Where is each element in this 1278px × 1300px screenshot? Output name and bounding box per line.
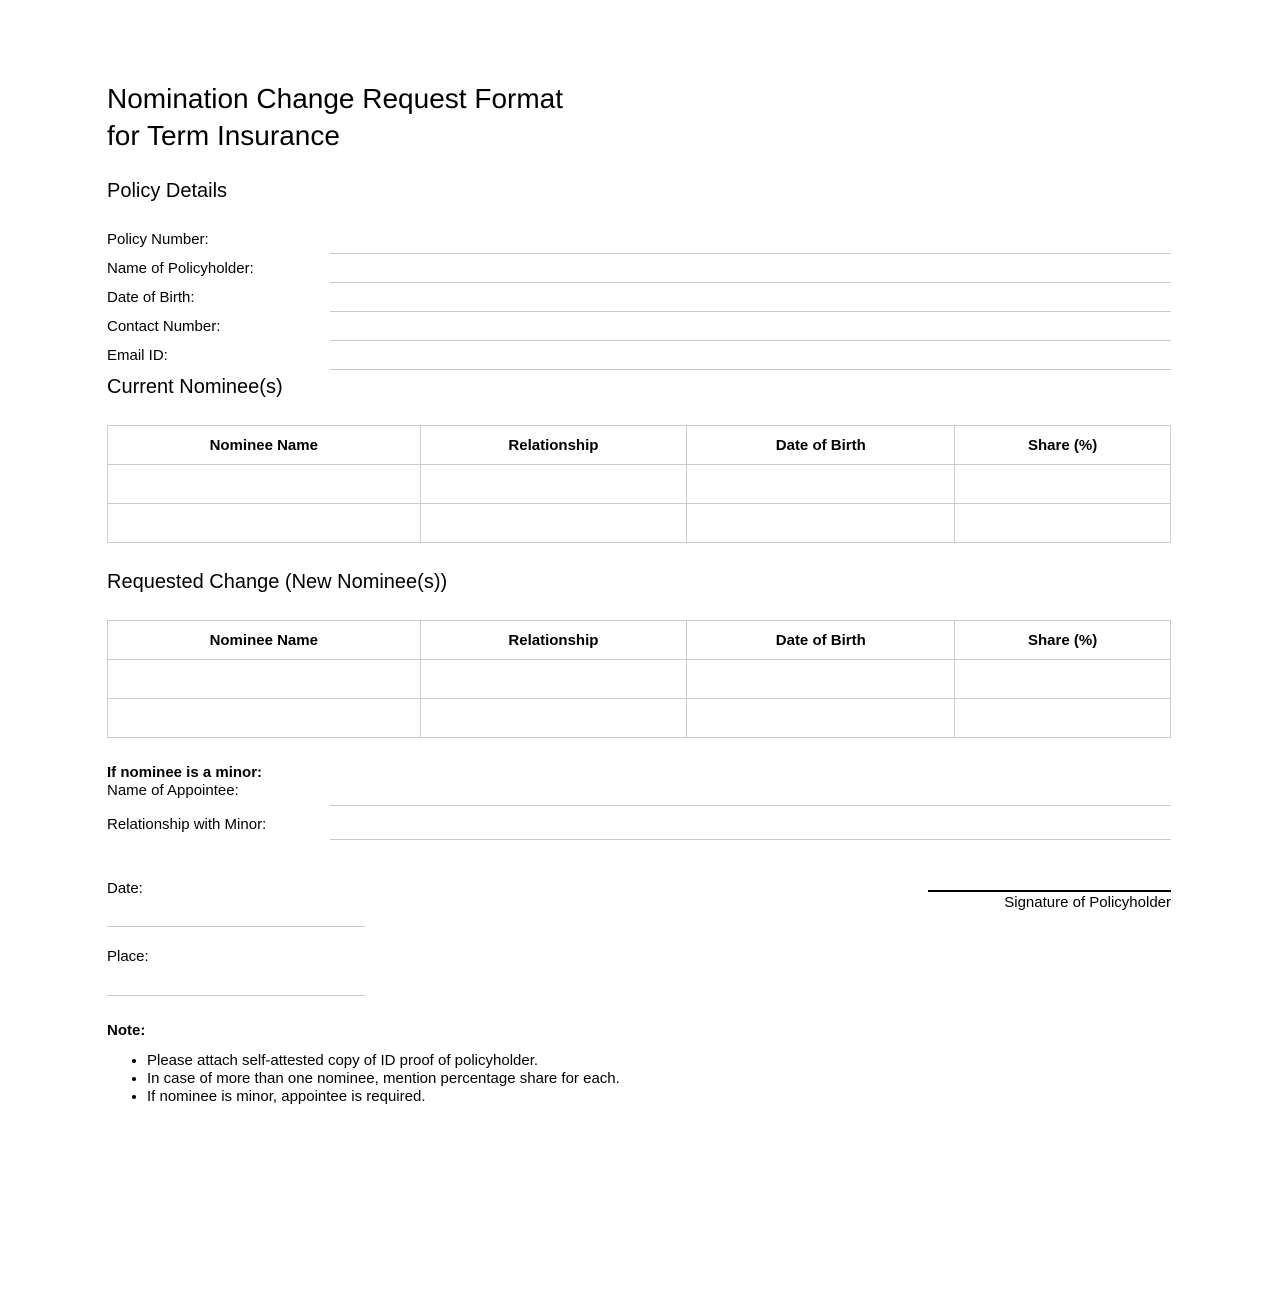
table-cell[interactable] xyxy=(108,699,421,738)
requested-col-relationship: Relationship xyxy=(420,621,687,660)
signature-caption: Signature of Policyholder xyxy=(1004,894,1171,911)
note-item: • Please attach self-attested copy of ID proof of policyholder. xyxy=(147,1052,1171,1070)
appointee-name-label: Name of Appointee: xyxy=(107,782,239,799)
current-nominees-header-row xyxy=(108,426,1171,465)
place-label: Place: xyxy=(107,948,149,965)
table-row xyxy=(108,660,1171,699)
field-row-date-of-birth xyxy=(107,283,1171,312)
requested-change-table xyxy=(107,620,1171,738)
table-cell[interactable] xyxy=(108,465,421,504)
date-input-line[interactable] xyxy=(107,926,365,927)
requested-col-share: Share (%) xyxy=(955,621,1171,660)
place-input-line[interactable] xyxy=(107,995,365,996)
current-nominees-heading: Current Nominee(s) xyxy=(107,376,283,398)
policyholder-name-input-line[interactable] xyxy=(330,254,1171,283)
policy-details-fields xyxy=(107,225,1171,370)
policy-number-input-line[interactable] xyxy=(330,225,1171,254)
table-row xyxy=(108,699,1171,738)
requested-change-header-row xyxy=(108,621,1171,660)
table-cell[interactable] xyxy=(687,699,955,738)
place-block xyxy=(107,948,1171,996)
page-title-line1: Nomination Change Request Format xyxy=(107,83,564,114)
table-cell[interactable] xyxy=(687,660,955,699)
page-title xyxy=(107,80,1171,154)
contact-number-label: Contact Number: xyxy=(107,318,221,335)
policyholder-name-label: Name of Policyholder: xyxy=(107,260,254,277)
contact-number-input-line[interactable] xyxy=(330,312,1171,341)
minor-section-heading: If nominee is a minor: xyxy=(107,764,263,781)
table-row xyxy=(108,504,1171,543)
table-cell[interactable] xyxy=(955,465,1171,504)
table-cell[interactable] xyxy=(955,504,1171,543)
current-nominees-table xyxy=(107,425,1171,543)
table-cell[interactable] xyxy=(420,699,687,738)
note-item: • In case of more than one nominee, mention percentage share for each. xyxy=(147,1070,1171,1088)
signature-block xyxy=(928,880,1171,912)
table-cell[interactable] xyxy=(420,660,687,699)
policy-details-heading: Policy Details xyxy=(107,180,228,202)
table-row xyxy=(108,465,1171,504)
note-heading: Note: xyxy=(107,1022,146,1039)
current-col-nominee-name: Nominee Name xyxy=(108,426,421,465)
field-row-policyholder-name xyxy=(107,254,1171,283)
field-row-appointee-name xyxy=(107,782,1171,806)
date-label: Date: xyxy=(107,880,143,897)
table-cell[interactable] xyxy=(108,504,421,543)
signature-line[interactable] xyxy=(928,890,1171,892)
minor-section xyxy=(107,764,1171,840)
date-of-birth-label: Date of Birth: xyxy=(107,289,195,306)
appointee-name-input-line[interactable] xyxy=(330,782,1171,806)
requested-col-nominee-name: Nominee Name xyxy=(108,621,421,660)
requested-col-date-of-birth: Date of Birth xyxy=(687,621,955,660)
page-title-line2: for Term Insurance xyxy=(107,120,340,151)
relationship-with-minor-input-line[interactable] xyxy=(330,816,1171,840)
field-row-policy-number xyxy=(107,225,1171,254)
current-col-share: Share (%) xyxy=(955,426,1171,465)
note-item: • If nominee is minor, appointee is required. xyxy=(147,1088,1171,1106)
requested-change-heading: Requested Change (New Nominee(s)) xyxy=(107,571,448,593)
current-col-relationship: Relationship xyxy=(420,426,687,465)
table-cell[interactable] xyxy=(420,504,687,543)
signoff-row xyxy=(107,880,1171,927)
note-list xyxy=(107,1052,1171,1106)
note-section xyxy=(107,1022,1171,1106)
table-cell[interactable] xyxy=(955,699,1171,738)
current-col-date-of-birth: Date of Birth xyxy=(687,426,955,465)
date-of-birth-input-line[interactable] xyxy=(330,283,1171,312)
date-block xyxy=(107,880,367,927)
field-row-relationship-with-minor xyxy=(107,816,1171,840)
table-cell[interactable] xyxy=(108,660,421,699)
email-id-input-line[interactable] xyxy=(330,341,1171,370)
table-cell[interactable] xyxy=(687,504,955,543)
table-cell[interactable] xyxy=(687,465,955,504)
field-row-email-id xyxy=(107,341,1171,370)
table-cell[interactable] xyxy=(955,660,1171,699)
email-id-label: Email ID: xyxy=(107,347,168,364)
field-row-contact-number xyxy=(107,312,1171,341)
table-cell[interactable] xyxy=(420,465,687,504)
policy-number-label: Policy Number: xyxy=(107,231,209,248)
relationship-with-minor-label: Relationship with Minor: xyxy=(107,816,267,833)
